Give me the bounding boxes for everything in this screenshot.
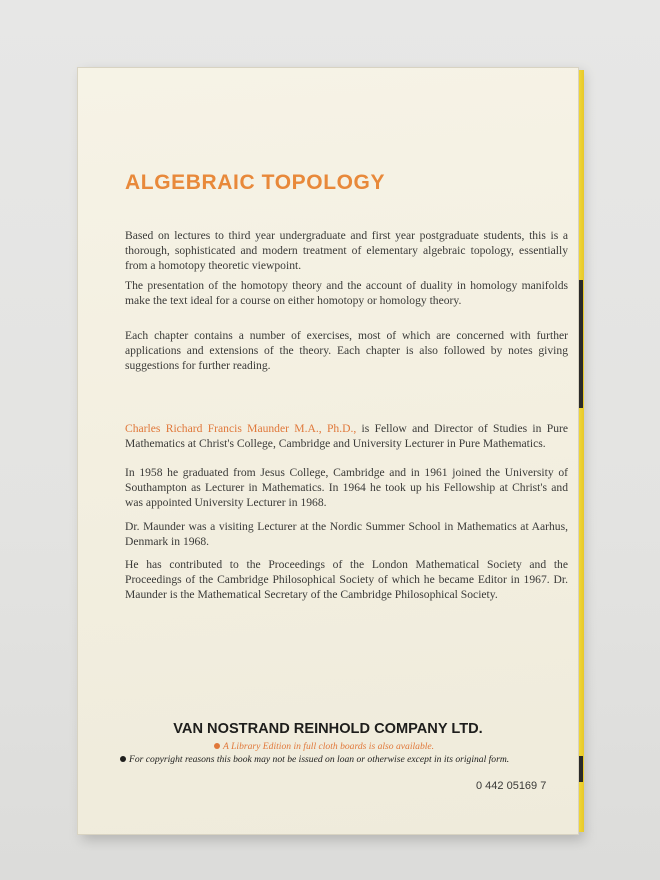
author-bio-paragraph: In 1958 he graduated from Jesus College, Cambridge and in 1961 joined the University of Southampton as Lecturer in Mathematics. In 1964 he took up his Fellowship at Christ's and was appointed University Lecturer in 1968. (125, 466, 568, 510)
description-paragraph: The presentation of the homotopy theory and the account of duality in homology manifolds make the text ideal for a course on either homotopy or homology theory. (125, 279, 568, 308)
library-note-text: A Library Edition in full cloth boards is also available. (223, 741, 435, 752)
publisher-name: VAN NOSTRAND REINHOLD COMPANY LTD. (173, 721, 483, 737)
book-back-cover (77, 67, 579, 835)
bullet-dot-icon (214, 743, 220, 749)
author-bio-paragraph: Dr. Maunder was a visiting Lecturer at the Nordic Summer School in Mathematics at Aarhus, Denmark in 1968. (125, 520, 568, 549)
copyright-note (120, 754, 509, 766)
library-edition-note (214, 741, 434, 753)
bullet-dot-icon (120, 756, 126, 762)
copyright-note-text: For copyright reasons this book may not be issued on loan or otherwise except in its original form. (129, 754, 510, 765)
description-paragraph: Each chapter contains a number of exercises, most of which are concerned with further applications and extensions of the theory. Each chapter is also followed by notes giving suggestions for further reading. (125, 329, 568, 373)
book-title: ALGEBRAIC TOPOLOGY (125, 171, 386, 194)
isbn: 0 442 05169 7 (476, 780, 547, 792)
author-paragraph (125, 421, 568, 451)
description-paragraph: Based on lectures to third year undergraduate and first year postgraduate students, this is a thorough, sophisticated and modern treatment of elementary algebraic topology, essentially from a homotopy theoretic viewpoint. (125, 229, 568, 273)
author-name: Charles Richard Francis Maunder M.A., Ph.D., (125, 422, 357, 435)
author-bio-lead: is Fellow and Director of Studies in Pure Mathematics at Christ's College, Cambridge and University Lecturer in Pure Mathematics. (125, 422, 568, 451)
author-bio-paragraph: He has contributed to the Proceedings of the London Mathematical Society and the Proceedings of the Cambridge Philosophical Society of which he became Editor in 1967. Dr. Maunder is the Mathematical Secretary of the Cambridge Philosophical Society. (125, 558, 568, 602)
